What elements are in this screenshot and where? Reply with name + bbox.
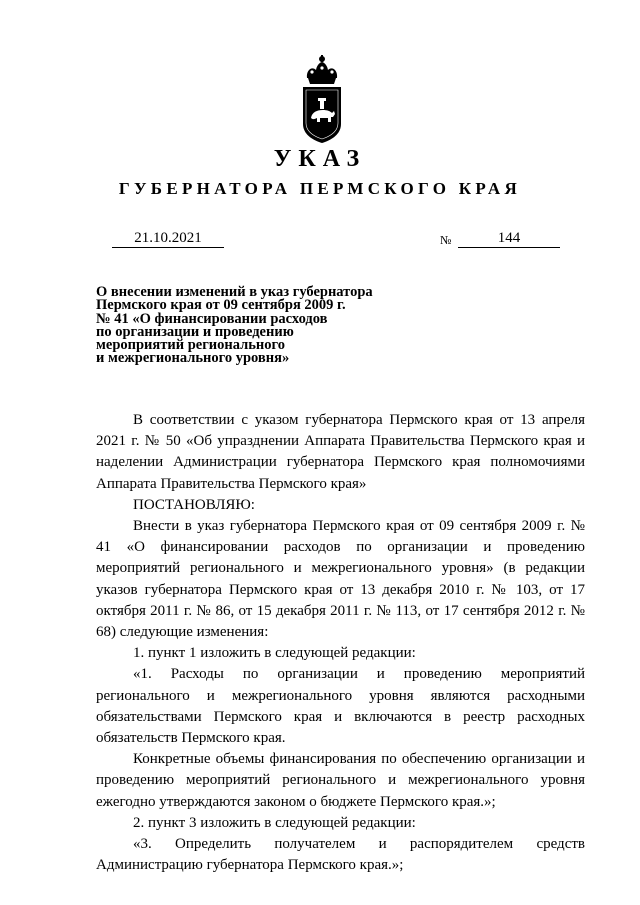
document-number: 144 (458, 229, 560, 248)
subject-line: мероприятий регионального (96, 337, 286, 354)
item1-text2: Конкретные объемы финансирования по обеспечению организации и проведению мероприятий регионального и межрегионального уровня ежегодно утверждаются законом о бюджете Пермского края.»; (96, 751, 585, 810)
coat-of-arms-icon (298, 54, 346, 144)
document-title: УКАЗ (273, 146, 367, 172)
subject-line: Пермского края от 09 сентября 2009 г. (96, 297, 346, 314)
subject-line: № 41 «О финансировании расходов (96, 310, 328, 327)
decree-word: ПОСТАНОВЛЯЮ: (133, 496, 255, 513)
document-body (96, 410, 585, 876)
subject-line: О внесении изменений в указ губернатора (96, 284, 373, 300)
number-sign: № (440, 233, 452, 247)
item1-intro: 1. пункт 1 изложить в следующей редакции: (133, 645, 416, 662)
subject-line: по организации и проведению (96, 323, 294, 340)
intro-paragraph: Внести в указ губернатора Пермского края от 09 сентября 2009 г. № 41 «О финансировании расходов по организации и проведению мероприятий регионального и межрегионального уровня» (в редакции указов губернатора Пермского края от 13 декабря 2010 г. № 103, от 17 октября 2011 г. № 86, от 15 декабря 2011 г. № 113, от 17 сентября 2012 г. № 68) следующие изменения: (96, 518, 585, 641)
subject-line: и межрегионального уровня» (96, 350, 290, 367)
document-subject (96, 286, 396, 366)
document-subtitle: ГУБЕРНАТОРА ПЕРМСКОГО КРАЯ (118, 179, 522, 198)
document-date: 21.10.2021 (112, 229, 224, 248)
item1-text: «1. Расходы по организации и проведению мероприятий регионального и межрегионального уровня являются расходными обязательствами Пермского края и включаются в реестр расходных обязательств Пермского края. (96, 666, 585, 747)
item2-intro: 2. пункт 3 изложить в следующей редакции: (133, 814, 416, 831)
item2-text: «3. Определить получателем и распорядителем средств Администрацию губернатора Пермского края.»; (96, 836, 585, 874)
preamble-paragraph: В соответствии с указом губернатора Пермского края от 13 апреля 2021 г. № 50 «Об упразднении Аппарата Правительства Пермского края и наделении Администрации губернатора Пермского края полномочиями Аппарата Правительства Пермского края» (96, 412, 585, 492)
